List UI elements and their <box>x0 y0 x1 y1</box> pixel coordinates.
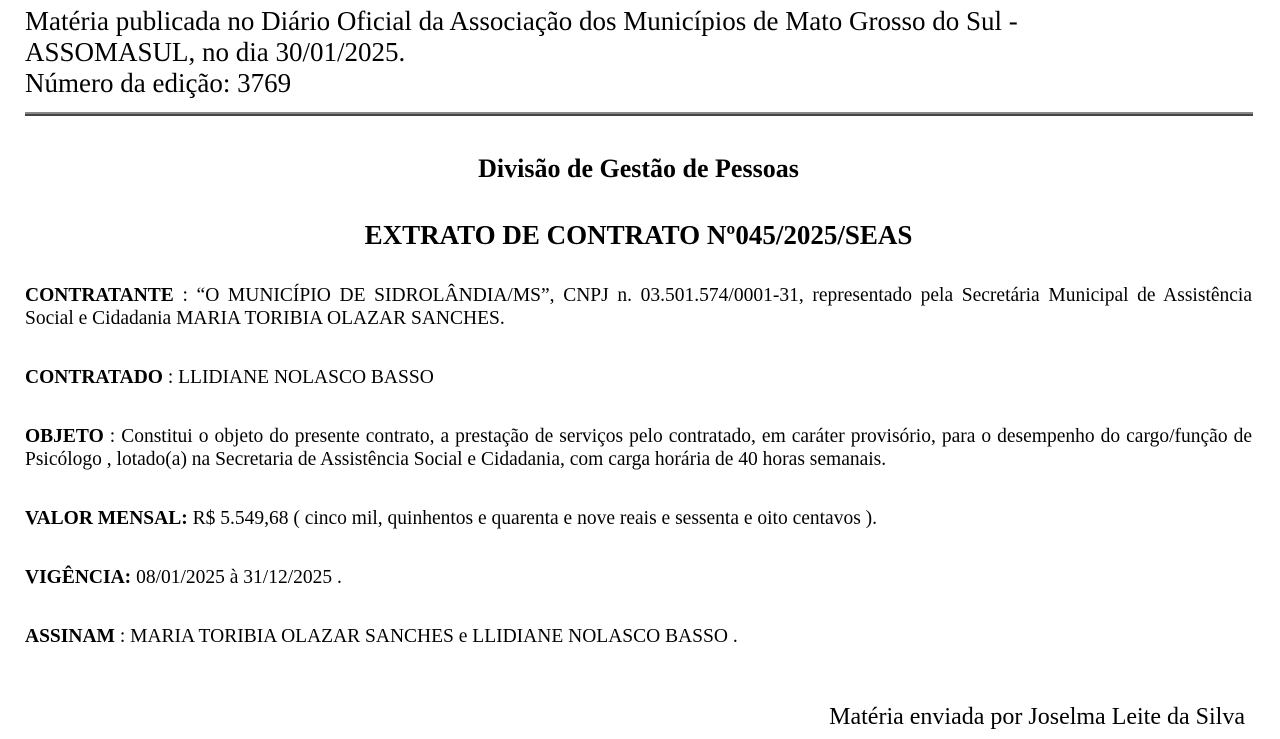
section-contratado <box>25 366 1252 389</box>
vigencia-text: 08/01/2025 à 31/12/2025 . <box>131 567 342 588</box>
valor-label: VALOR MENSAL: <box>25 508 188 529</box>
assinam-text: : MARIA TORIBIA OLAZAR SANCHES e LLIDIANE NOLASCO BASSO . <box>114 626 738 647</box>
vigencia-label: VIGÊNCIA: <box>25 567 132 588</box>
section-valor-mensal <box>25 507 1252 530</box>
contratante-text: : “O MUNICÍPIO DE SIDROLÂNDIA/MS”, CNPJ n. 03.501.574/0001-31, representado pela Secretária Municipal de Assistência Social e Cidadania MARIA TORIBIA OLAZAR SANCHES. <box>25 285 1252 329</box>
section-vigencia <box>25 566 1252 589</box>
section-contratante <box>25 284 1252 330</box>
section-objeto <box>25 425 1252 471</box>
sender-footer: Matéria enviada por Joselma Leite da Silva <box>829 704 1245 730</box>
assinam-label: ASSINAM <box>25 626 115 647</box>
publication-header <box>25 6 1252 99</box>
header-line-3: Número da edição: 3769 <box>25 68 292 98</box>
header-line-2: ASSOMASUL, no dia 30/01/2025. <box>25 37 406 67</box>
contract-title: EXTRATO DE CONTRATO Nº045/2025/SEAS <box>364 220 913 250</box>
section-assinam <box>25 625 1252 648</box>
valor-text: R$ 5.549,68 ( cinco mil, quinhentos e quarenta e nove reais e sessenta e oito centavos ). <box>187 508 878 529</box>
contratado-label: CONTRATADO <box>25 367 163 388</box>
objeto-text: : Constitui o objeto do presente contrato, a prestação de serviços pelo contratado, em caráter provisório, para o desempenho do cargo/função de Psicólogo , lotado(a) na Secretaria de Assistência Social e Cidadania, com carga horária de 40 horas semanais. <box>25 426 1252 470</box>
objeto-label: OBJETO <box>25 426 104 447</box>
header-divider <box>25 112 1253 116</box>
contratado-text: : LLIDIANE NOLASCO BASSO <box>162 367 434 388</box>
header-line-1: Matéria publicada no Diário Oficial da Associação dos Municípios de Mato Grosso do Sul - <box>25 6 1018 36</box>
division-title: Divisão de Gestão de Pessoas <box>478 154 799 183</box>
contratante-label: CONTRATANTE <box>25 285 174 306</box>
